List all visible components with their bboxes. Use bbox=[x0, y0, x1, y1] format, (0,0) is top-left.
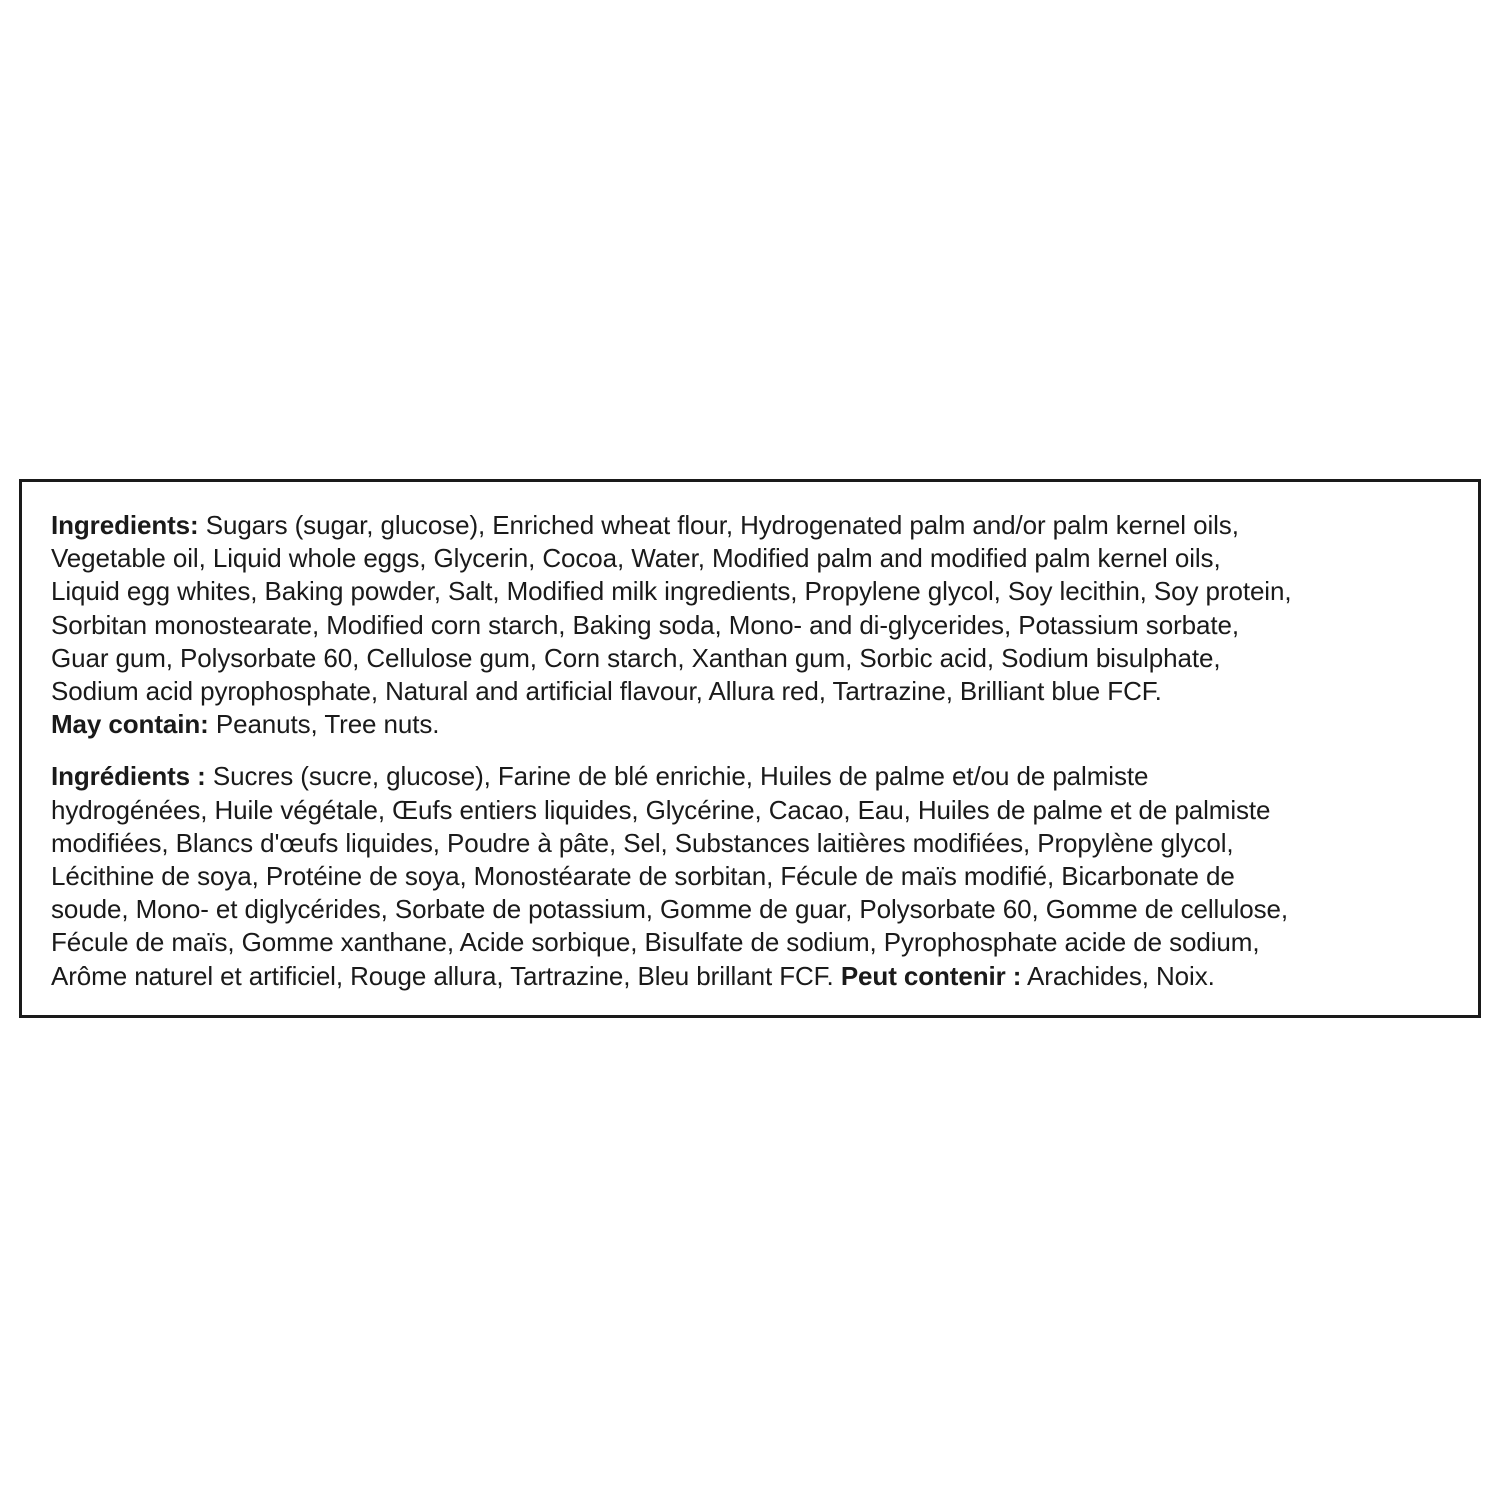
text-line: Vegetable oil, Liquid whole eggs, Glycerin, Cocoa, Water, Modified palm and modified palm kernel oils, bbox=[51, 543, 1221, 574]
may-contain-text-en: Peanuts, Tree nuts. bbox=[208, 709, 440, 740]
text-line: Sodium acid pyrophosphate, Natural and artificial flavour, Allura red, Tartrazine, Brilliant blue FCF. bbox=[51, 676, 1162, 707]
may-contain-text-fr: Arachides, Noix. bbox=[1021, 960, 1215, 991]
text-line: Fécule de maïs, Gomme xanthane, Acide sorbique, Bisulfate de sodium, Pyrophosphate acide de sodium, bbox=[51, 927, 1260, 958]
text-line: Liquid egg whites, Baking powder, Salt, Modified milk ingredients, Propylene glycol, Soy lecithin, Soy protein, bbox=[51, 576, 1292, 607]
ingredients-text-en: Sugars (sugar, glucose), Enriched wheat flour, Hydrogenated palm and/or palm kernel oils, bbox=[198, 510, 1239, 540]
ingredients-heading-en: Ingredients: bbox=[51, 510, 199, 540]
ingredients-label-box bbox=[19, 479, 1481, 1018]
text-line: Sorbitan monostearate, Modified corn starch, Baking soda, Mono- and di-glycerides, Potassium sorbate, bbox=[51, 609, 1239, 640]
text-line bbox=[51, 960, 1478, 993]
text-line: Lécithine de soya, Protéine de soya, Monostéarate de sorbitan, Fécule de maïs modifié, Bicarbonate de bbox=[51, 861, 1235, 892]
text-line: soude, Mono- et diglycérides, Sorbate de potassium, Gomme de guar, Polysorbate 60, Gomme de cellulose, bbox=[51, 894, 1289, 925]
text-line bbox=[51, 760, 1478, 793]
may-contain-line-en bbox=[51, 708, 1478, 741]
text-line: Guar gum, Polysorbate 60, Cellulose gum, Corn starch, Xanthan gum, Sorbic acid, Sodium bisulphate, bbox=[51, 642, 1221, 673]
english-ingredients-paragraph bbox=[51, 509, 1478, 741]
text-line bbox=[51, 509, 1478, 542]
text-line: hydrogénées, Huile végétale, Œufs entiers liquides, Glycérine, Cacao, Eau, Huiles de palme et de palmiste bbox=[51, 794, 1271, 825]
ingredients-text-fr-end: Arôme naturel et artificiel, Rouge allura, Tartrazine, Bleu brillant FCF. bbox=[51, 960, 841, 991]
text-line: modifiées, Blancs d'œufs liquides, Poudre à pâte, Sel, Substances laitières modifiées, Propylène glycol, bbox=[51, 827, 1234, 858]
ingredients-text-fr: Sucres (sucre, glucose), Farine de blé enrichie, Huiles de palme et/ou de palmiste bbox=[205, 761, 1149, 792]
may-contain-heading-fr: Peut contenir : bbox=[840, 960, 1022, 991]
french-ingredients-paragraph bbox=[51, 760, 1478, 992]
may-contain-heading-en: May contain: bbox=[51, 709, 209, 740]
ingredients-heading-fr: Ingrédients : bbox=[51, 761, 206, 792]
